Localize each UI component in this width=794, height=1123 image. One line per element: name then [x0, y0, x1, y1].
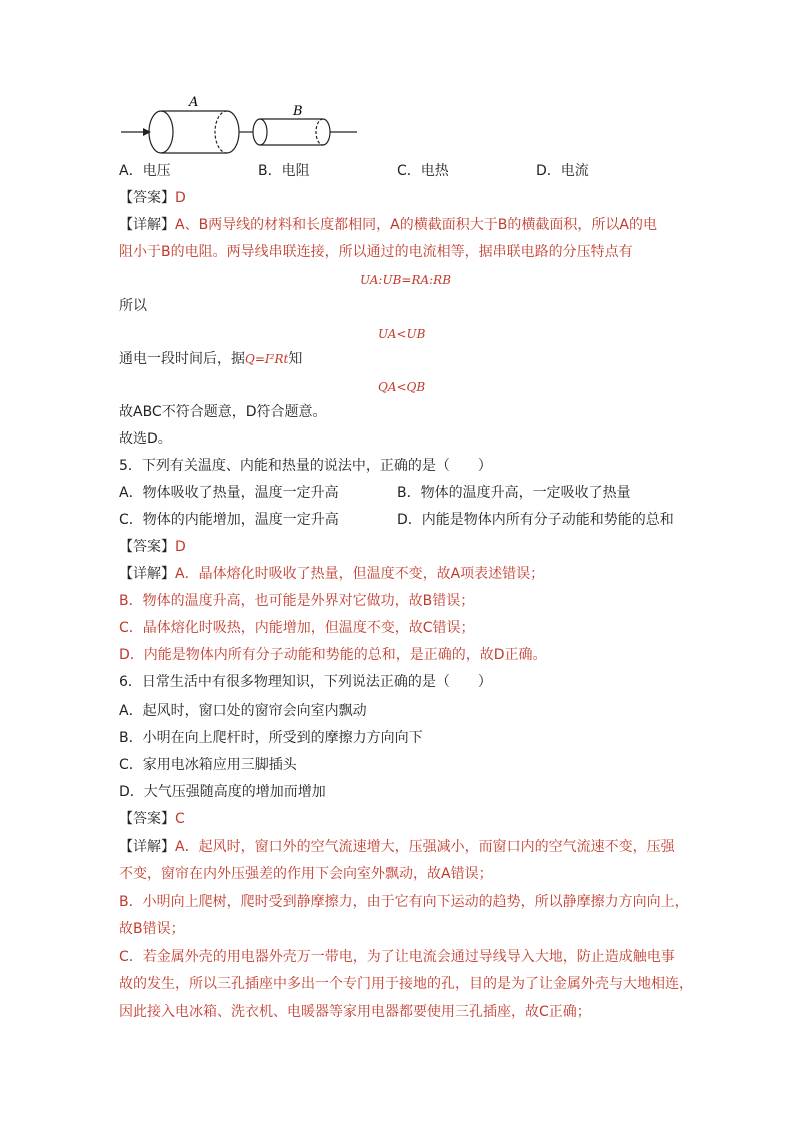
q5-detail-d: D．内能是物体内所有分子动能和势能的总和，是正确的，故D正确。	[119, 647, 547, 663]
q6-answer-tag: 【答案】	[119, 811, 175, 827]
q6-answer-value: C	[175, 811, 185, 827]
q4-answer	[119, 189, 186, 207]
q5-stem: 5．下列有关温度、内能和热量的说法中，正确的是（ ）	[119, 458, 492, 474]
q6-option-d: D．大气压强随高度的增加而增加	[119, 784, 326, 800]
q4-conclusion-1: 故ABC不符合题意，D符合题意。	[119, 404, 327, 420]
q6-option-b: B．小明在向上爬杆时，所受到的摩擦力方向向下	[119, 730, 423, 746]
arrow-icon	[143, 128, 151, 136]
q4-option-d: D．电流	[536, 163, 589, 179]
conductor-a-left-face	[149, 111, 173, 153]
q6-stem: 6．日常生活中有很多物理知识，下列说法正确的是（ ）	[119, 674, 492, 690]
conductor-diagram	[119, 92, 369, 154]
formula-heat: QA<QB	[378, 380, 426, 394]
formula-ratio: UA:UB=RA:RB	[360, 273, 452, 287]
q4-answer-tag: 【答案】	[119, 190, 175, 206]
q6-detail-c3: 因此接入电冰箱、洗衣机、电暖器等家用电器都要使用三孔插座，故C正确；	[119, 1004, 591, 1020]
q5-option-b: B．物体的温度升高，一定吸收了热量	[397, 485, 631, 501]
text-zhi: 知	[288, 351, 303, 367]
q6-detail-a1: A．起风时，窗口外的空气流速增大，压强减小，而窗口内的空气流速不变，压强	[175, 839, 675, 855]
q5-answer-tag: 【答案】	[119, 539, 175, 555]
q6-detail-c2: 故的发生，所以三孔插座中多出一个专门用于接地的孔，目的是为了让金属外壳与大地相连，	[119, 976, 693, 992]
text-tongdian: 通电一段时间后，据	[119, 351, 245, 367]
q4-option-b: B．电阻	[258, 163, 310, 179]
q6-detail-c1: C．若金属外壳的用电器外壳万一带电，为了让电流会通过导线导入大地，防止造成触电事	[119, 949, 675, 965]
q4-detail-line-1	[119, 216, 657, 234]
q5-detail-tag: 【详解】	[119, 566, 175, 582]
q6-detail-line-a1	[119, 838, 675, 856]
label-b: B	[293, 104, 303, 119]
q6-detail-b2: 故B错误；	[119, 921, 185, 937]
q6-detail-b1: B．小明向上爬树，爬时受到静摩擦力，由于它有向下运动的趋势，所以静摩擦力方向向上，	[119, 894, 689, 910]
q4-detail-tag: 【详解】	[119, 217, 175, 233]
q4-option-a: A．电压	[119, 163, 171, 179]
q5-answer-value: D	[175, 539, 186, 555]
formula-voltage: UA<UB	[378, 327, 426, 341]
label-a: A	[189, 95, 199, 110]
q4-conclusion-2: 故选D。	[119, 431, 172, 447]
q6-option-c: C．家用电冰箱应用三脚插头	[119, 757, 297, 773]
q5-option-d: D．内能是物体内所有分子动能和势能的总和	[397, 512, 674, 528]
q6-detail-a2: 不变，窗帘在内外压强差的作用下会向室外飘动，故A错误；	[119, 866, 493, 882]
q5-detail-c: C．晶体熔化时吸热，内能增加，但温度不变，故C错误；	[119, 620, 475, 636]
q4-detail-line-2: 阻小于B的电阻。两导线串联连接，所以通过的电流相等，据串联电路的分压特点有	[119, 244, 633, 260]
q4-detail-text-1: A、B两导线的材料和长度都相同，A的横截面积大于B的横截面积，所以A的电	[175, 217, 657, 233]
q5-option-c: C．物体的内能增加，温度一定升高	[119, 512, 339, 528]
q5-detail-line-a	[119, 565, 544, 583]
q6-answer	[119, 810, 185, 828]
conductor-b-left-face	[253, 119, 267, 145]
formula-joule: Q=I²Rt	[245, 352, 289, 366]
q6-option-a: A．起风时，窗口处的窗帘会向室内飘动	[119, 703, 367, 719]
q5-detail-a: A．晶体熔化时吸收了热量，但温度不变，故A项表述错误；	[175, 566, 545, 582]
q6-detail-tag: 【详解】	[119, 839, 175, 855]
text-suoyi: 所以	[119, 298, 147, 314]
q4-answer-value: D	[175, 190, 186, 206]
q5-option-a: A．物体吸收了热量，温度一定升高	[119, 485, 339, 501]
q5-answer	[119, 538, 186, 556]
conductor-b-right-face	[323, 119, 330, 145]
conductor-a-right-face	[227, 111, 239, 153]
q5-detail-b: B．物体的温度升高，也可能是外界对它做功，故B错误；	[119, 593, 475, 609]
text-tongdian-line	[119, 350, 302, 368]
q4-option-c: C．电热	[397, 163, 449, 179]
